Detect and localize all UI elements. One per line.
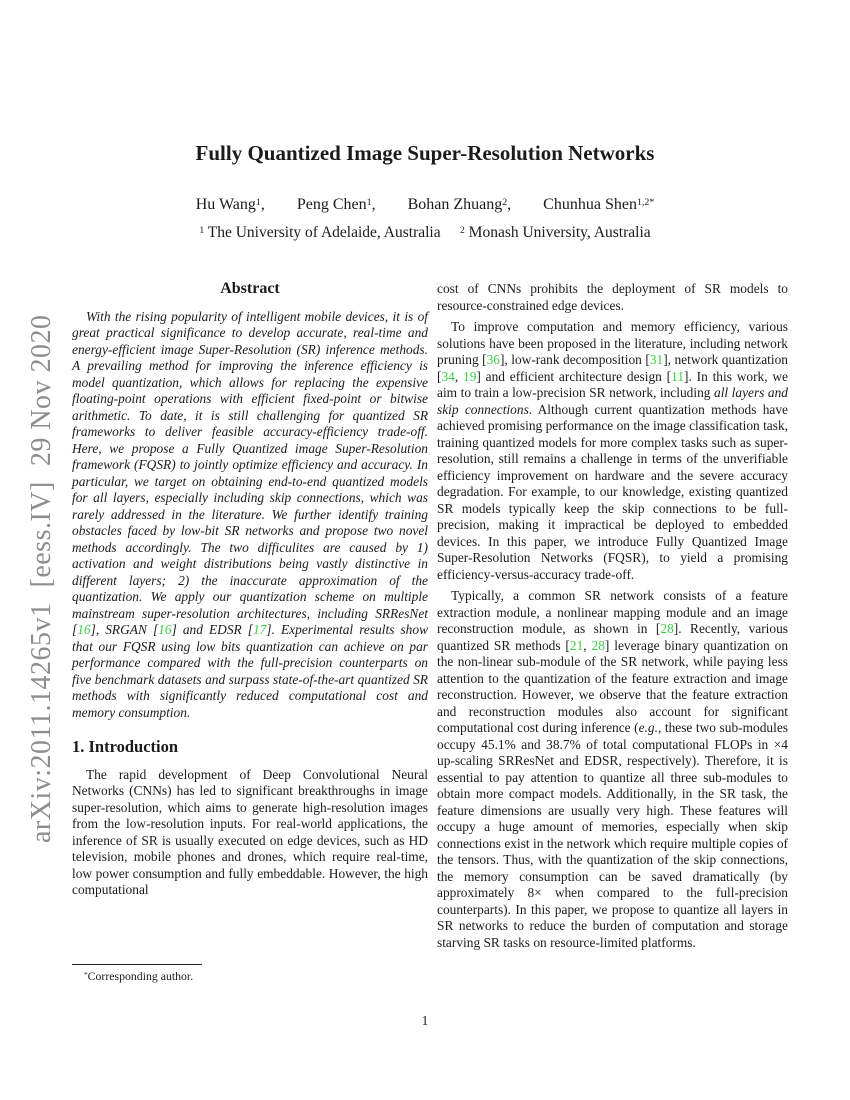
text-run: * [84,969,88,979]
text-run: Peng Chen [296,196,367,213]
text-run: , [371,196,408,213]
emphasis-text: all layers and skip connections [437,385,788,417]
text-run: , [583,637,592,653]
intro-paragraph [72,767,428,899]
text-run: ], low-rank decomposition [ [499,352,650,367]
body-paragraph [437,281,788,314]
text-run: ] and EDSR [ [171,622,253,637]
text-run: ], network quantization [ [437,352,788,384]
text-run: , [260,196,297,213]
text-run: ]. Experimental results show that our FQSR using low bits quantization can achieve on par performance compared with the full-precision counterparts on five benchmark datasets and surpass state-of-the-art quantized SR methods with significantly reduced computational cost and memory consumption. [72,622,429,720]
footnote-text [72,969,428,984]
text-run: , these two sub-modules occupy 45.1% and 38.7% of total computational FLOPs in ×4 up-scaling SRResNet and EDSR, respectively). Therefore, it is essential to pay attention to quantize all three sub-modules to obtain more compact models. Additionally, in the SR task, the feature dimensions are usually very high. These features will occupy a huge amount of memories, especially when skip connections exist in the network which require multiple copies of the tensors. Thus, with the quantization of the skip connections, the memory consumption can be saved dramatically (by approximately 8× when compared to the full-precision counterparts). In this paper, we propose to quantize all layers in SR networks to reduce the burden of computation and storage starving SR tasks on resource-limited platforms. [437,720,788,950]
arxiv-stamp: arXiv:2011.14265v1 [eess.IV] 29 Nov 2020 [26,314,57,843]
text-run: ] leverage binary quantization on the non-linear sub-module of the SR network, while paying less attention to the quantization of the feature extraction and image reconstruction. However, we observe that the feature extraction and reconstruction modules also account for significant computational cost during inference ( [437,637,789,735]
paper-title: Fully Quantized Image Super-Resolution Networks [195,141,655,165]
text-run: 1 [255,196,261,208]
text-run: ]. Recently, various quantized SR methods [ [437,621,788,653]
abstract-text [72,309,428,722]
citation-link[interactable]: 36 [486,352,500,367]
text-run: 2 [460,224,465,236]
text-run: ] and efficient architecture design [ [476,368,672,384]
emphasis-text: e.g. [638,720,658,735]
text-run: Chunhua Shen [543,196,637,213]
citation-link[interactable]: 19 [463,368,477,384]
body-paragraph [437,588,788,951]
footnote-block [72,964,428,984]
text-run: 1,2* [636,196,655,208]
citation-link[interactable]: 16 [77,622,91,637]
author-line [0,196,850,214]
text-run: Bohan Zhuang [407,196,503,213]
text-run: cost of CNNs prohibits the deployment of SR models to resource-constrained edge devices. [437,281,788,313]
section-heading-introduction: 1. Introduction [72,737,179,756]
text-run: , [454,368,463,384]
text-run: Hu Wang [195,196,256,213]
text-run: ], SRGAN [ [90,622,159,637]
footnote-rule [72,964,202,965]
text-run: ]. In this work, we aim to train a low-precision SR network, including [437,368,788,400]
text-run: Typically, a common SR network consists of a feature extraction module, a nonlinear mapping module and an image reconstruction module, as shown in [ [437,588,788,636]
text-run: , [507,196,544,213]
text-run: 1 [199,224,205,236]
citation-link[interactable]: 28 [660,621,674,636]
text-run: Corresponding author. [87,969,194,983]
text-run: With the rising popularity of intelligent mobile devices, it is of great practical significance to develop accurate, real-time and energy-efficient image Super-Resolution (SR) inference methods. A prevailing method for improving the inference efficiency is model quantization, which allows for replacing the expensive floating-point operations with efficient fixed-point or bitwise arithmetic. To date, it is still challenging for quantized SR frameworks to deliver feasible accuracy-efficiency trade-off. Here, we propose a Fully Quantized image Super-Resolution framework (FQSR) to jointly optimize efficiency and accuracy. In particular, we target on obtaining end-to-end quantized models for all layers, especially including skip connections, which was rarely addressed in the literature. We further identify training obstacles faced by low-bit SR networks and propose two novel methods accordingly. The two difficulites are caused by 1) activation and weight distributions being vastly distinctive in different layers; 2) the inaccurate approximation of the quantization. We apply our quantization scheme on multiple mainstream super-resolution architectures, including SRResNet [ [72,308,428,637]
affiliation-line [0,224,850,242]
citation-link[interactable]: 16 [158,622,172,637]
body-paragraph [437,319,788,583]
citation-link[interactable]: 31 [649,352,664,367]
citation-link[interactable]: 34 [441,368,455,384]
page-number: 1 [421,1013,429,1028]
text-run: 2 [502,196,508,208]
text-run: Monash University, Australia [464,224,651,241]
left-column [72,281,428,899]
right-column [437,281,788,951]
text-run: 1 [366,196,372,208]
text-run: The rapid development of Deep Convolutional Neural Networks (CNNs) has led to significant breakthroughs in image super-resolution, which aims to generate high-resolution images from the low-resolution inputs. For real-world applications, the inference of SR is usually executed on edge devices, such as HD television, mobile phones and drones, which require real-time, low power consumption and fully embeddable. However, the high computational [72,766,428,897]
text-run: To improve computation and memory efficiency, various solutions have been proposed in the literature, including network pruning [ [437,319,788,367]
citation-link[interactable]: 21 [569,637,584,653]
citation-link[interactable]: 17 [252,622,267,637]
text-run: The University of Adelaide, Australia [204,224,460,241]
abstract-heading: Abstract [220,280,280,297]
text-run: . Although current quantization methods have achieved promising performance on the image classification task, training quantized models for more complex tasks such as super-resolution, still remains a challenge in terms of the unverifiable efficiency improvement on hardware and the severe accuracy degradation. For example, to our knowledge, existing quantized SR models typically keep the skip connections to be full-precision, making it impractical be deployed to embedded devices. In this paper, we introduce Fully Quantized Image Super-Resolution Networks (FQSR), to yield a promising efficiency-versus-accuracy trade-off. [437,401,789,582]
citation-link[interactable]: 11 [671,368,685,384]
citation-link[interactable]: 28 [591,637,605,653]
